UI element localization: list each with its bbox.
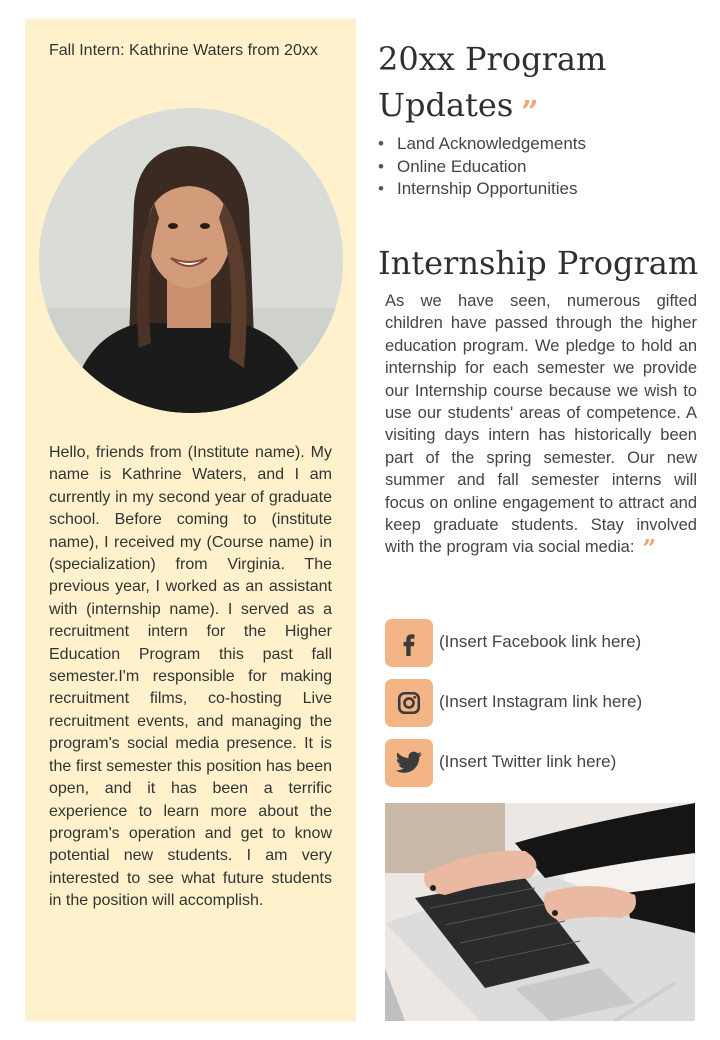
- intern-portrait: [39, 108, 343, 413]
- internship-program-text: [385, 290, 697, 564]
- program-updates-title-text: 20xx Program Updates: [378, 40, 607, 124]
- quote-icon: ”: [521, 95, 539, 130]
- social-link-facebook[interactable]: [385, 619, 705, 667]
- social-link-instagram[interactable]: [385, 679, 705, 727]
- laptop-photo: [385, 803, 695, 1021]
- internship-program-title: Internship Program: [378, 244, 699, 282]
- updates-list: [378, 133, 586, 201]
- quote-icon: ”: [642, 534, 657, 564]
- internship-program-body: As we have seen, numerous gifted children have passed through the higher education program. We pledge to hold an internship for each semester we provide our Internship course because we wish to use our students' areas of competence. A visiting days intern has historically been part of the spring semester. Our new summer and fall semester interns will focus on online engagement to attract and keep graduate students. Stay involved with the program via social media:: [385, 292, 697, 557]
- instagram-link-label[interactable]: (Insert Instagram link here): [439, 692, 643, 711]
- instagram-icon[interactable]: [385, 679, 433, 727]
- program-updates-title: [378, 36, 698, 130]
- list-item: • Internship Opportunities: [378, 178, 586, 201]
- intern-profile-panel: [25, 19, 356, 1021]
- list-item: • Land Acknowledgements: [378, 133, 586, 156]
- facebook-icon[interactable]: [385, 619, 433, 667]
- twitter-link-label[interactable]: (Insert Twitter link here): [439, 752, 617, 771]
- intern-bio: Hello, friends from (Institute name). My name is Kathrine Waters, and I am currently in my second year of graduate school. Before coming to (institute name), I received my (Course name) in (specialization) from Virginia. The previous year, I worked as an assistant with (internship name). I served as a recruitment intern for the Higher Education Program this past fall semester.I'm responsible for making recruitment films, co-hosting Live recruitment events, and managing the program's social media presence. It is the first semester this position has been open, and it has been a terrific experience to learn more about the program's operation and get to know potential new students. I am very interested to see what future students in the position will accomplish.: [49, 444, 332, 910]
- intern-title: Fall Intern: Kathrine Waters from 20xx: [49, 42, 318, 59]
- facebook-link-label[interactable]: (Insert Facebook link here): [439, 632, 642, 651]
- social-link-twitter[interactable]: [385, 739, 705, 787]
- list-item: • Online Education: [378, 156, 586, 179]
- twitter-icon[interactable]: [385, 739, 433, 787]
